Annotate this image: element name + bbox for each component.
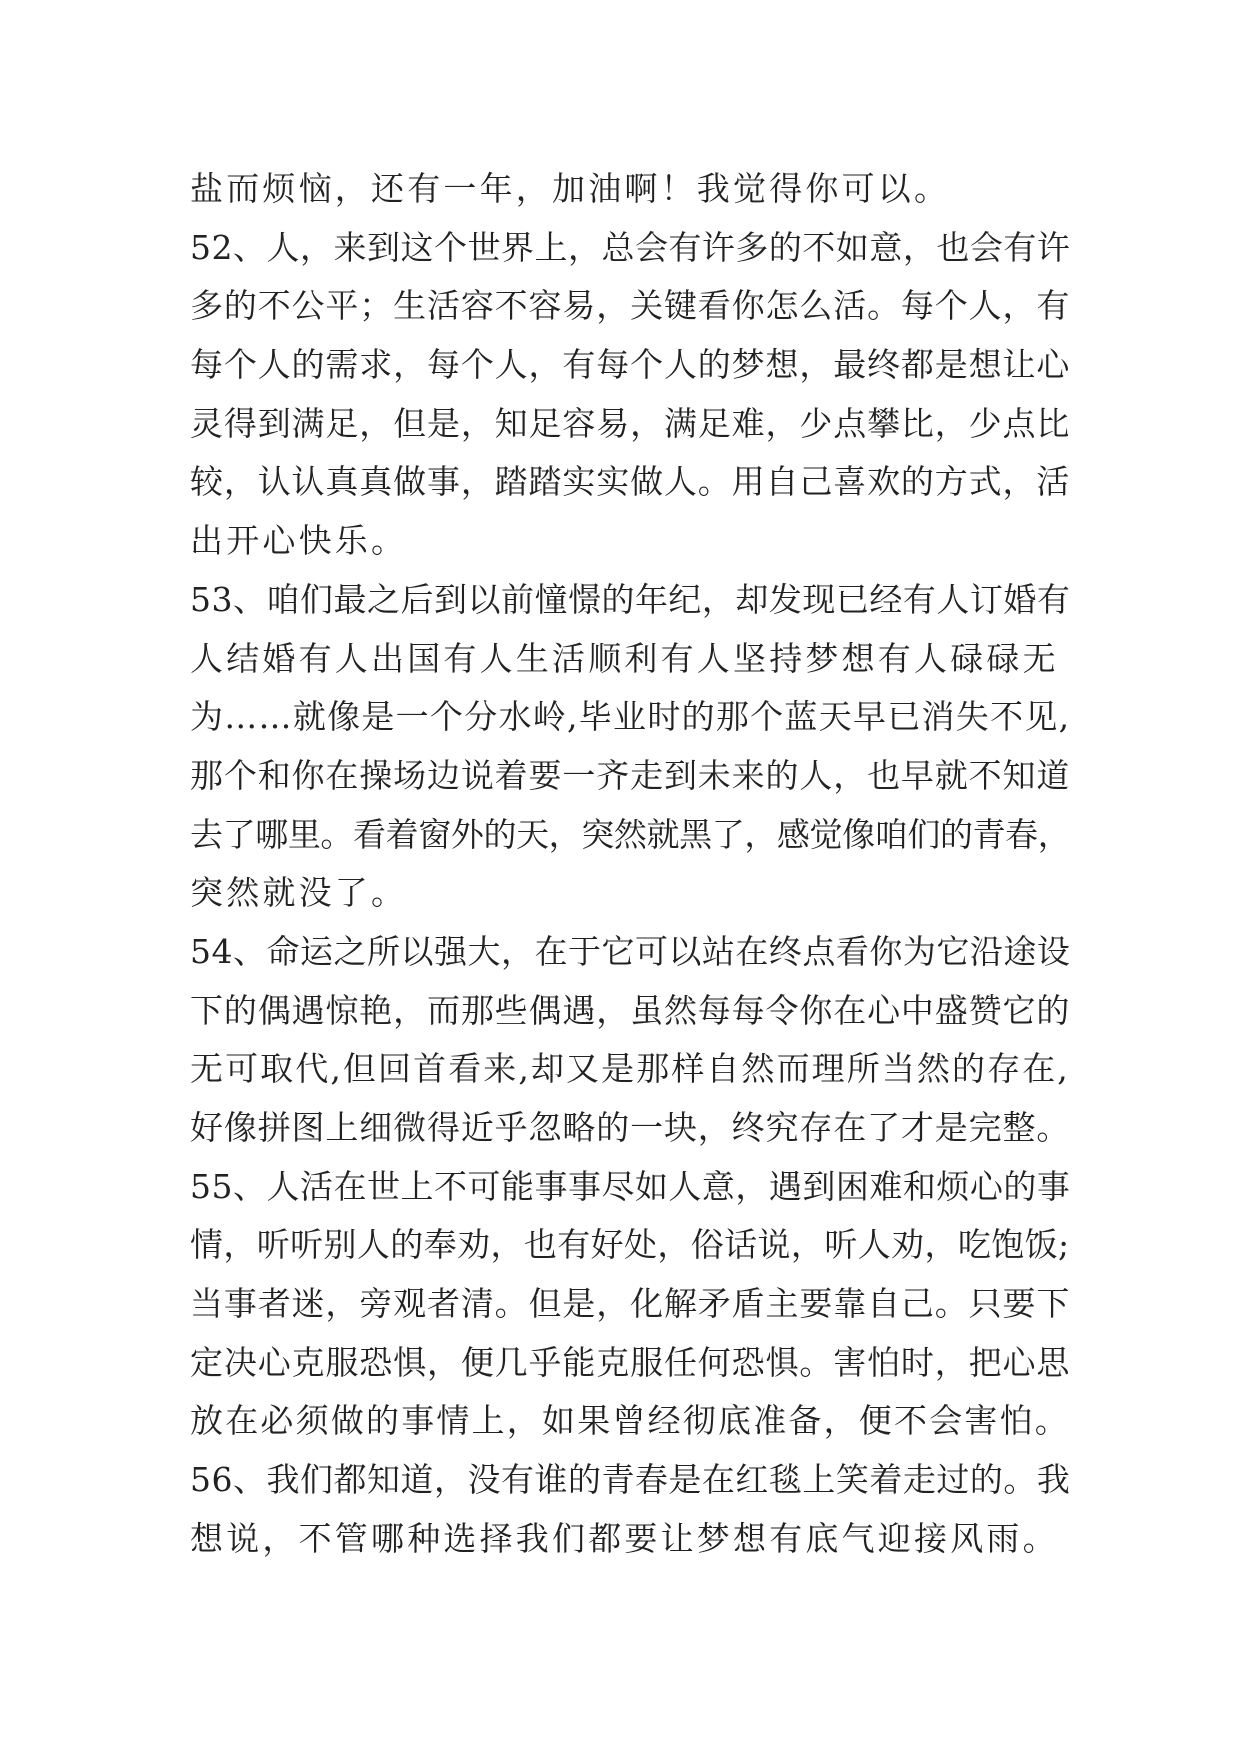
text-line: 出开心快乐。 (190, 521, 408, 561)
text-line: 那个和你在操场边说着要一齐走到未来的人，也早就不知道 (190, 755, 1071, 795)
text-line: 56、我们都知道，没有谁的青春是在红毯上笑着走过的。我 (190, 1460, 1071, 1500)
text-line: 盐而烦恼，还有一年，加油啊！我觉得你可以。 (190, 169, 951, 208)
text-line: 当事者迷，旁观者清。但是，化解矛盾主要靠自己。只要下 (190, 1284, 1071, 1324)
text-line: 54、命运之所以强大，在于它可以站在终点看你为它沿途设 (190, 931, 1071, 971)
text-line: 下的偶遇惊艳，而那些偶遇，虽然每每令你在心中盛赞它的 (190, 990, 1071, 1030)
text-line: 为……就像是一个分水岭,毕业时的那个蓝天早已消失不见, (190, 697, 1071, 737)
text-line: 放在必须做的事情上，如果曾经彻底准备，便不会害怕。 (190, 1401, 1070, 1441)
text-line: 突然就没了。 (190, 873, 408, 913)
text-line: 52、人，来到这个世界上，总会有许多的不如意，也会有许 (190, 227, 1071, 267)
text-line: 每个人的需求，每个人，有每个人的梦想，最终都是想让心 (190, 345, 1071, 385)
text-line: 情，听听别人的奉劝，也有好处，俗话说，听人劝，吃饱饭; (190, 1225, 1070, 1265)
text-line: 多的不公平；生活容不容易，关键看你怎么活。每个人，有 (190, 286, 1071, 326)
text-line: 灵得到满足，但是，知足容易，满足难，少点攀比，少点比 (190, 403, 1071, 443)
text-line: 53、咱们最之后到以前憧憬的年纪，却发现已经有人订婚有 (190, 579, 1071, 619)
text-line: 好像拼图上细微得近乎忽略的一块，终究存在了才是完整。 (190, 1108, 1071, 1147)
text-line: 无可取代,但回首看来,却又是那样自然而理所当然的存在, (190, 1049, 1070, 1089)
document-body (190, 160, 1070, 1569)
text-line: 去了哪里。看着窗外的天，突然就黑了，感觉像咱们的青春， (190, 814, 1071, 854)
text-line: 55、人活在世上不可能事事尽如人意，遇到困难和烦心的事 (190, 1166, 1071, 1206)
text-line: 人结婚有人出国有人生活顺利有人坚持梦想有人碌碌无 (190, 638, 1059, 678)
text-line: 想说，不管哪种选择我们都要让梦想有底气迎接风雨。 (190, 1518, 1059, 1558)
text-line: 定决心克服恐惧，便几乎能克服任何恐惧。害怕时，把心思 (190, 1342, 1071, 1382)
text-line: 较，认认真真做事，踏踏实实做人。用自己喜欢的方式，活 (190, 462, 1071, 502)
